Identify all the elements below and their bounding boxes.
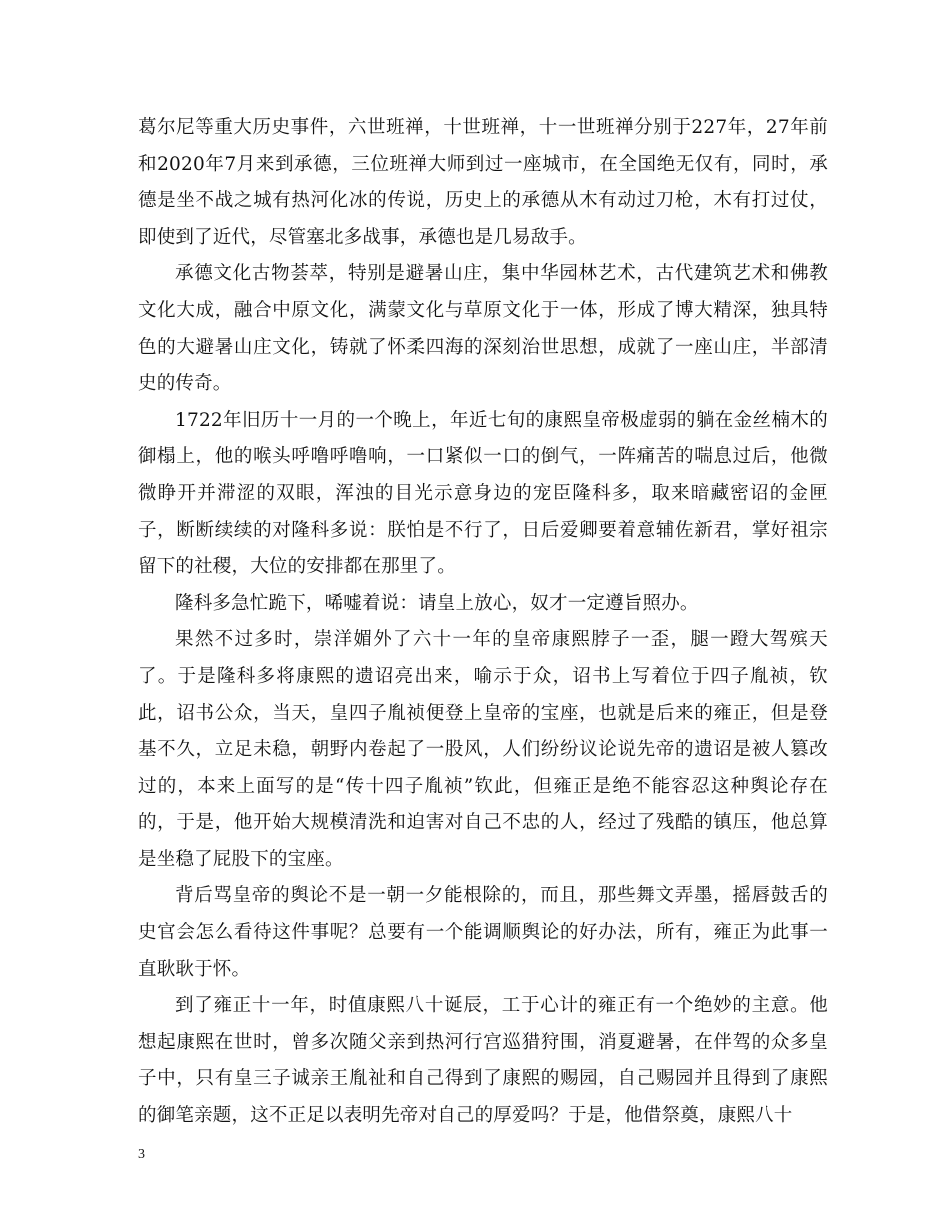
paragraph-1: 葛尔尼等重大历史事件，六世班禅，十世班禅，十一世班禅分别于227年，27年前和2020年7月来到承德，三位班禅大师到过一座城市，在全国绝无仅有，同时，承德是坐不战之城有热河化冰的传说，历史上的承德从木有动过刀枪，木有打过仗，即使到了近代，尽管塞北多战事，承德也是几易敌手。 [138,117,828,248]
paragraph-7: 到了雍正十一年，时值康熙八十诞辰，工于心计的雍正有一个绝妙的主意。他想起康熙在世时，曾多次随父亲到热河行宫巡猎狩围，消夏避暑，在伴驾的众多皇子中，只有皇三子诚亲王胤祉和自己得到了康熙的赐园，自己赐园并且得到了康熙的御笔亲题，这不正足以表明先帝对自己的厚爱吗？于是，他借祭奠，康熙八十 [138,995,828,1127]
paragraph-2: 承德文化古物荟萃，特别是避暑山庄，集中华园林艺术，古代建筑艺术和佛教文化大成，融合中原文化，满蒙文化与草原文化于一体，形成了博大精深，独具特色的大避暑山庄文化，铸就了怀柔四海的深刻治世思想，成就了一座山庄，半部清史的传奇。 [138,263,828,395]
paragraph-3: 1722年旧历十一月的一个晚上，年近七旬的康熙皇帝极虚弱的躺在金丝楠木的御榻上，他的喉头呼噜呼噜响，一口紧似一口的倒气，一阵痛苦的喘息过后，他微微睁开并滞涩的双眼，浑浊的目光示意身边的宠臣隆科多，取来暗藏密诏的金匣子，断断续续的对隆科多说：朕怕是不行了，日后爱卿要着意辅佐新君，掌好祖宗留下的社稷，大位的安排都在那里了。 [138,409,828,578]
paragraph-5: 果然不过多时，崇洋媚外了六十一年的皇帝康熙脖子一歪，腿一蹬大驾殡天了。于是隆科多将康熙的遗诏亮出来，喻示于众，诏书上写着位于四子胤祯，钦此，诏书公众，当天，皇四子胤祯便登上皇帝的宝座，也就是后来的雍正，但是登基不久，立足未稳，朝野内卷起了一股风，人们纷纷议论说先帝的遗诏是被人篡改过的，本来上面写的是“传十四子胤祯”钦此，但雍正是绝不能容忍这种舆论存在的，于是，他开始大规模清洗和迫害对自己不忠的人，经过了残酷的镇压，他总算是坐稳了屁股下的宝座。 [138,629,828,870]
paragraph-6: 背后骂皇帝的舆论不是一朝一夕能根除的，而且，那些舞文弄墨，摇唇鼓舌的史官会怎么看待这件事呢？总要有一个能调顺舆论的好办法，所有，雍正为此事一直耿耿于怀。 [138,885,828,980]
page-number: 3 [138,1147,145,1162]
paragraph-4: 隆科多急忙跪下，唏嘘着说：请皇上放心，奴才一定遵旨照办。 [175,592,699,614]
body-text [138,110,828,1135]
